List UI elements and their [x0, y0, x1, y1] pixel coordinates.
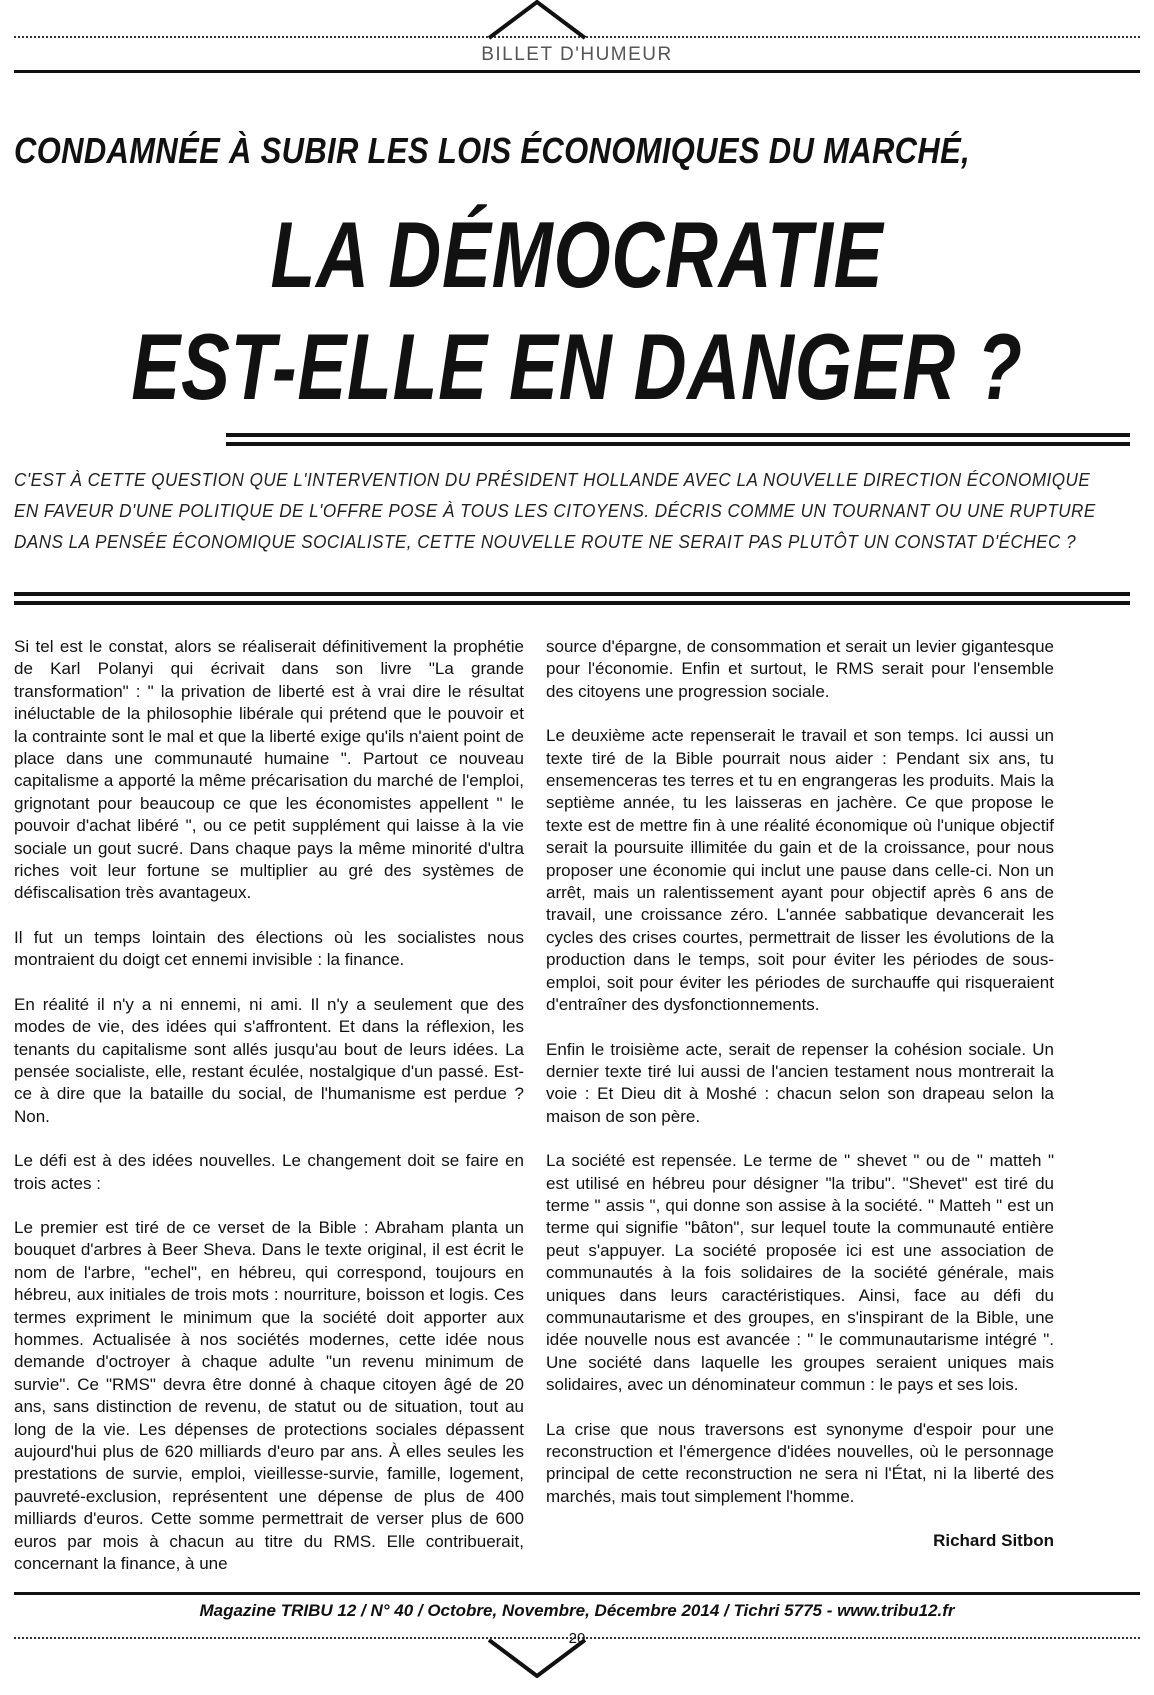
headline-line-2: EST-ELLE EN DANGER ?	[131, 314, 1023, 419]
header-rule	[14, 70, 1140, 73]
paragraph: Le premier est tiré de ce verset de la Bible : Abraham planta un bouquet d'arbres à Beer Sheva. Dans le texte original, il est écrit le nom de l'arbre, "echel", en hébreu, qui correspond, toujours en hébreu, aux initiales de trois mots : nourriture, boisson et logis. Ces termes expriment le minimum que la société doit apporter aux hommes. Actualisée à nos sociétés modernes, cette idée nous demande d'octroyer à chaque adulte "un revenu minimum de survie". Ce "RMS" devra être donné à chaque citoyen âgé de 20 ans, sans distinction de revenu, de statut ou de situation, tout au long de la vie. Les dépenses de protections sociales dépassent aujourd'hui plus de 620 milliards d'euro par ans. À elles seules les prestations de survie, emploi, vieillesse-survie, famille, logement, pauvreté-exclusion, représentent une dépense de plus de 400 milliards d'euros. Cette somme permettrait de verser plus de 600 euros par mois à chacun au titre du RMS. Elle contribuerait, concernant la finance, à une	[14, 1217, 524, 1574]
article-kicker: CONDAMNÉE À SUBIR LES LOIS ÉCONOMIQUES DU MARCHÉ,	[14, 130, 971, 171]
paragraph: Il fut un temps lointain des élections où les socialistes nous montraient du doigt cet ennemi invisible : la finance.	[14, 927, 524, 970]
paragraph: En réalité il n'y a ni ennemi, ni ami. Il n'y a seulement que des modes de vie, des idées qui s'affrontent. Et dans la réflexion, les tenants du capitalisme sont allés jusqu'au bout de leurs idées. La pensée socialiste, elle, restant éculée, nostalgique d'un passé. Est-ce à dire que la bataille du social, de l'humanisme est perdue ? Non.	[14, 994, 524, 1126]
paragraph: Le deuxième acte repenserait le travail et son temps. Ici aussi un texte tiré de la Bible pourrait nous aider : Pendant six ans, tu ensemenceras tes terres et tu en engrangeras les produits. Mais la septième année, tu les laisseras en jachère. Ce que propose le texte est de mettre fin à une réalité économique où l'unique objectif serait la poursuite illimitée du gain et de la croissance, pour nous proposer une économie qui inclut une pause dans celle-ci. Non un arrêt, mais un ralentissement ayant pour objectif après 6 ans de travail, une croissance zéro. L'année sabbatique devancerait les cycles des crises courtes, permettrait de lisser les évolutions de la production dans le temps, soit pour éviter les périodes de sous-emploi, soit pour éviter les périodes de surchauffe qui risqueraient d'entraîner des dysfonctionnements.	[546, 726, 1054, 1015]
header-chevron-icon	[487, 0, 587, 40]
paragraph: Enfin le troisième acte, serait de repenser la cohésion sociale. Un dernier texte tiré lui aussi de l'ancien testament nous montrerait la voie : Et Dieu dit à Moshé : chacun selon son drapeau selon la maison de son père.	[546, 1039, 1054, 1126]
headline-line-1: LA DÉMOCRATIE	[270, 202, 884, 307]
paragraph: Le défi est à des idées nouvelles. Le changement doit se faire en trois actes :	[14, 1151, 524, 1193]
paragraph: La crise que nous traversons est synonyme d'espoir pour une reconstruction et l'émergence d'idées nouvelles, où le personnage principal de cette reconstruction ne sera ni l'État, ni la liberté des marchés, mais tout simplement l'homme.	[546, 1419, 1054, 1506]
article-column-right	[546, 636, 1054, 1553]
lead-line: DANS LA PENSÉE ÉCONOMIQUE SOCIALISTE, CETTE NOUVELLE ROUTE NE SERAIT PAS PLUTÔT UN CONSTAT D'ÉCHEC ?	[14, 532, 1077, 552]
section-label: BILLET D'HUMEUR	[481, 44, 673, 65]
article-column-left	[14, 636, 524, 1597]
author-signature: Richard Sitbon	[933, 1531, 1054, 1551]
paragraph: source d'épargne, de consommation et serait un levier gigantesque pour l'économie. Enfin et surtout, le RMS serait pour l'ensemble des citoyens une progression sociale.	[546, 637, 1054, 701]
lead-line: C'EST À CETTE QUESTION QUE L'INTERVENTION DU PRÉSIDENT HOLLANDE AVEC LA NOUVELLE DIRECTION ÉCONOMIQUE	[14, 470, 1091, 490]
paragraph: Si tel est le constat, alors se réaliserait définitivement la prophétie de Karl Polanyi qui écrivait dans son livre "La grande transformation" : " la privation de liberté est à vrai dire le résultat inéluctable de la philosophie libérale qui prétend que le pouvoir et la contrainte sont le mal et que la liberté exige qu'ils n'aient point de place dans une communauté humaine ". Partout ce nouveau capitalisme a apporté la même précarisation du marché de l'emploi, grignotant pour beaucoup ce que les économistes appellent " le pouvoir d'achat libéré ", ou ce petit supplément qui laisse à la vie sociale un gout sucré. Dans chaque pays la même minorité d'ultra riches voit leur fortune se multiplier au gré des systèmes de défiscalisation très avantageux.	[14, 637, 524, 903]
lead-line: EN FAVEUR D'UNE POLITIQUE DE L'OFFRE POSE À TOUS LES CITOYENS. DÉCRIS COMME UN TOURNANT OU UNE RUPTURE	[14, 501, 1096, 521]
footer-rule	[14, 1592, 1140, 1595]
page-number: 20	[568, 1630, 586, 1647]
paragraph: La société est repensée. Le terme de " shevet " ou de " matteh " est utilisé en hébreu pour désigner "la tribu". "Shevet" est tiré du terme " assis ", qui donne son assise à la société. " Matteh " est un terme qui signifie "bâton", sur lequel toute la communauté entière peut s'appuyer. La société proposée ici est une association de communautés à la fois solidaires de la société générale, mais uniques dans leurs caractéristiques. Ainsi, face au défi du communautarisme et des groupes, en s'inspirant de la Bible, une idée nouvelle nous est avancée : " le communautarisme intégré ". Une société dans laquelle les groupes seraient uniques mais solidaires, avec un dénominateur commun : le pays et ses lois.	[546, 1151, 1054, 1395]
footer-publication: Magazine TRIBU 12 / N° 40 / Octobre, Novembre, Décembre 2014 / Tichri 5775 - www.tribu12.fr	[199, 1601, 955, 1620]
article-lead	[14, 465, 1114, 558]
